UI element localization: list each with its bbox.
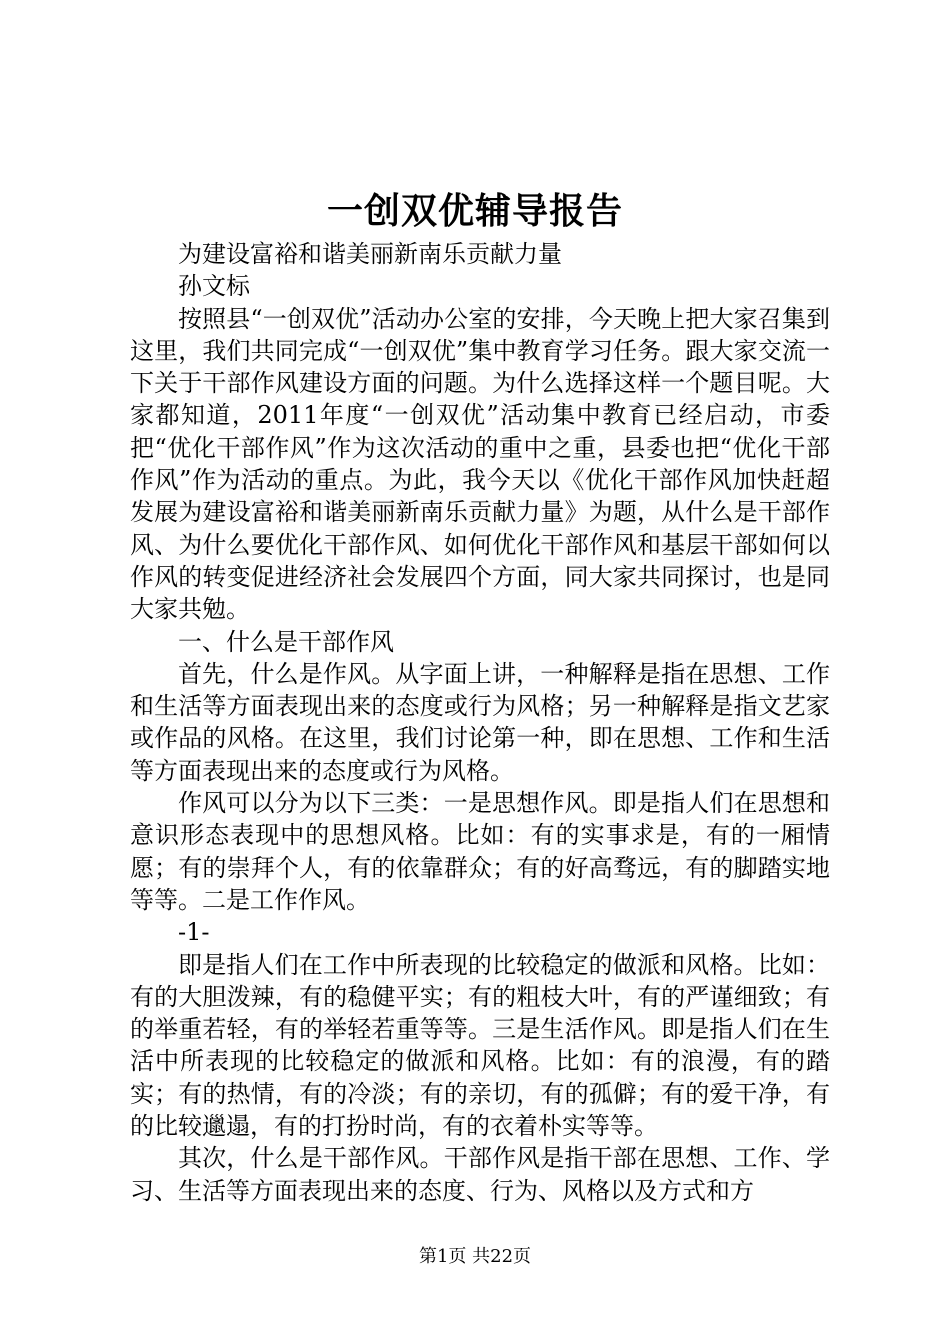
paragraph: 按照县“一创双优”活动办公室的安排，今天晚上把大家召集到这里，我们共同完成“一创双优”集中教育学习任务。跟大家交流一下关于干部作风建设方面的问题。为什么选择这样一个题目呢。大家都知道，2011年度“一创双优”活动集中教育已经启动，市委把“优化干部作风”作为这次活动的重中之重，县委也把“优化干部作风”作为活动的重点。为此，我今天以《优化干部作风加快赶超发展为建设富裕和谐美丽新南乐贡献力量》为题，从什么是干部作风、为什么要优化干部作风、如何优化干部作风和基层干部如何以作风的转变促进经济社会发展四个方面，同大家共同探讨，也是同大家共勉。 [130,304,830,624]
paragraph: 首先，什么是作风。从字面上讲，一种解释是指在思想、工作和生活等方面表现出来的态度或行为风格；另一种解释是指文艺家或作品的风格。在这里，我们讨论第一种，即在思想、工作和生活等方面表现出来的态度或行为风格。 [130,659,830,785]
page-footer: 第1页 共22页 [418,1246,532,1267]
paragraph: 其次，什么是干部作风。干部作风是指干部在思想、工作、学习、生活等方面表现出来的态度、行为、风格以及方式和方 [130,1144,830,1205]
document-author: 孙文标 [178,272,250,301]
inner-page-number: -1- [178,918,210,947]
paragraph: 作风可以分为以下三类：一是思想作风。即是指人们在思想和意识形态表现中的思想风格。比如：有的实事求是，有的一厢情愿；有的崇拜个人，有的依靠群众；有的好高骛远，有的脚踏实地等等。二是工作作风。 [130,789,830,914]
document-title: 一创双优辅导报告 [326,190,623,232]
paragraph: 即是指人们在工作中所表现的比较稳定的做派和风格。比如：有的大胆泼辣，有的稳健平实；有的粗枝大叶，有的严谨细致；有的举重若轻，有的举轻若重等等。三是生活作风。即是指人们在生活中所表现的比较稳定的做派和风格。比如：有的浪漫，有的踏实；有的热情，有的冷淡；有的亲切，有的孤僻；有的爱干净，有的比较邋遢，有的打扮时尚，有的衣着朴实等等。 [130,950,830,1141]
document-subtitle: 为建设富裕和谐美丽新南乐贡献力量 [178,240,562,268]
document-body [130,238,830,1207]
section-heading: 一、什么是干部作风 [178,627,394,656]
